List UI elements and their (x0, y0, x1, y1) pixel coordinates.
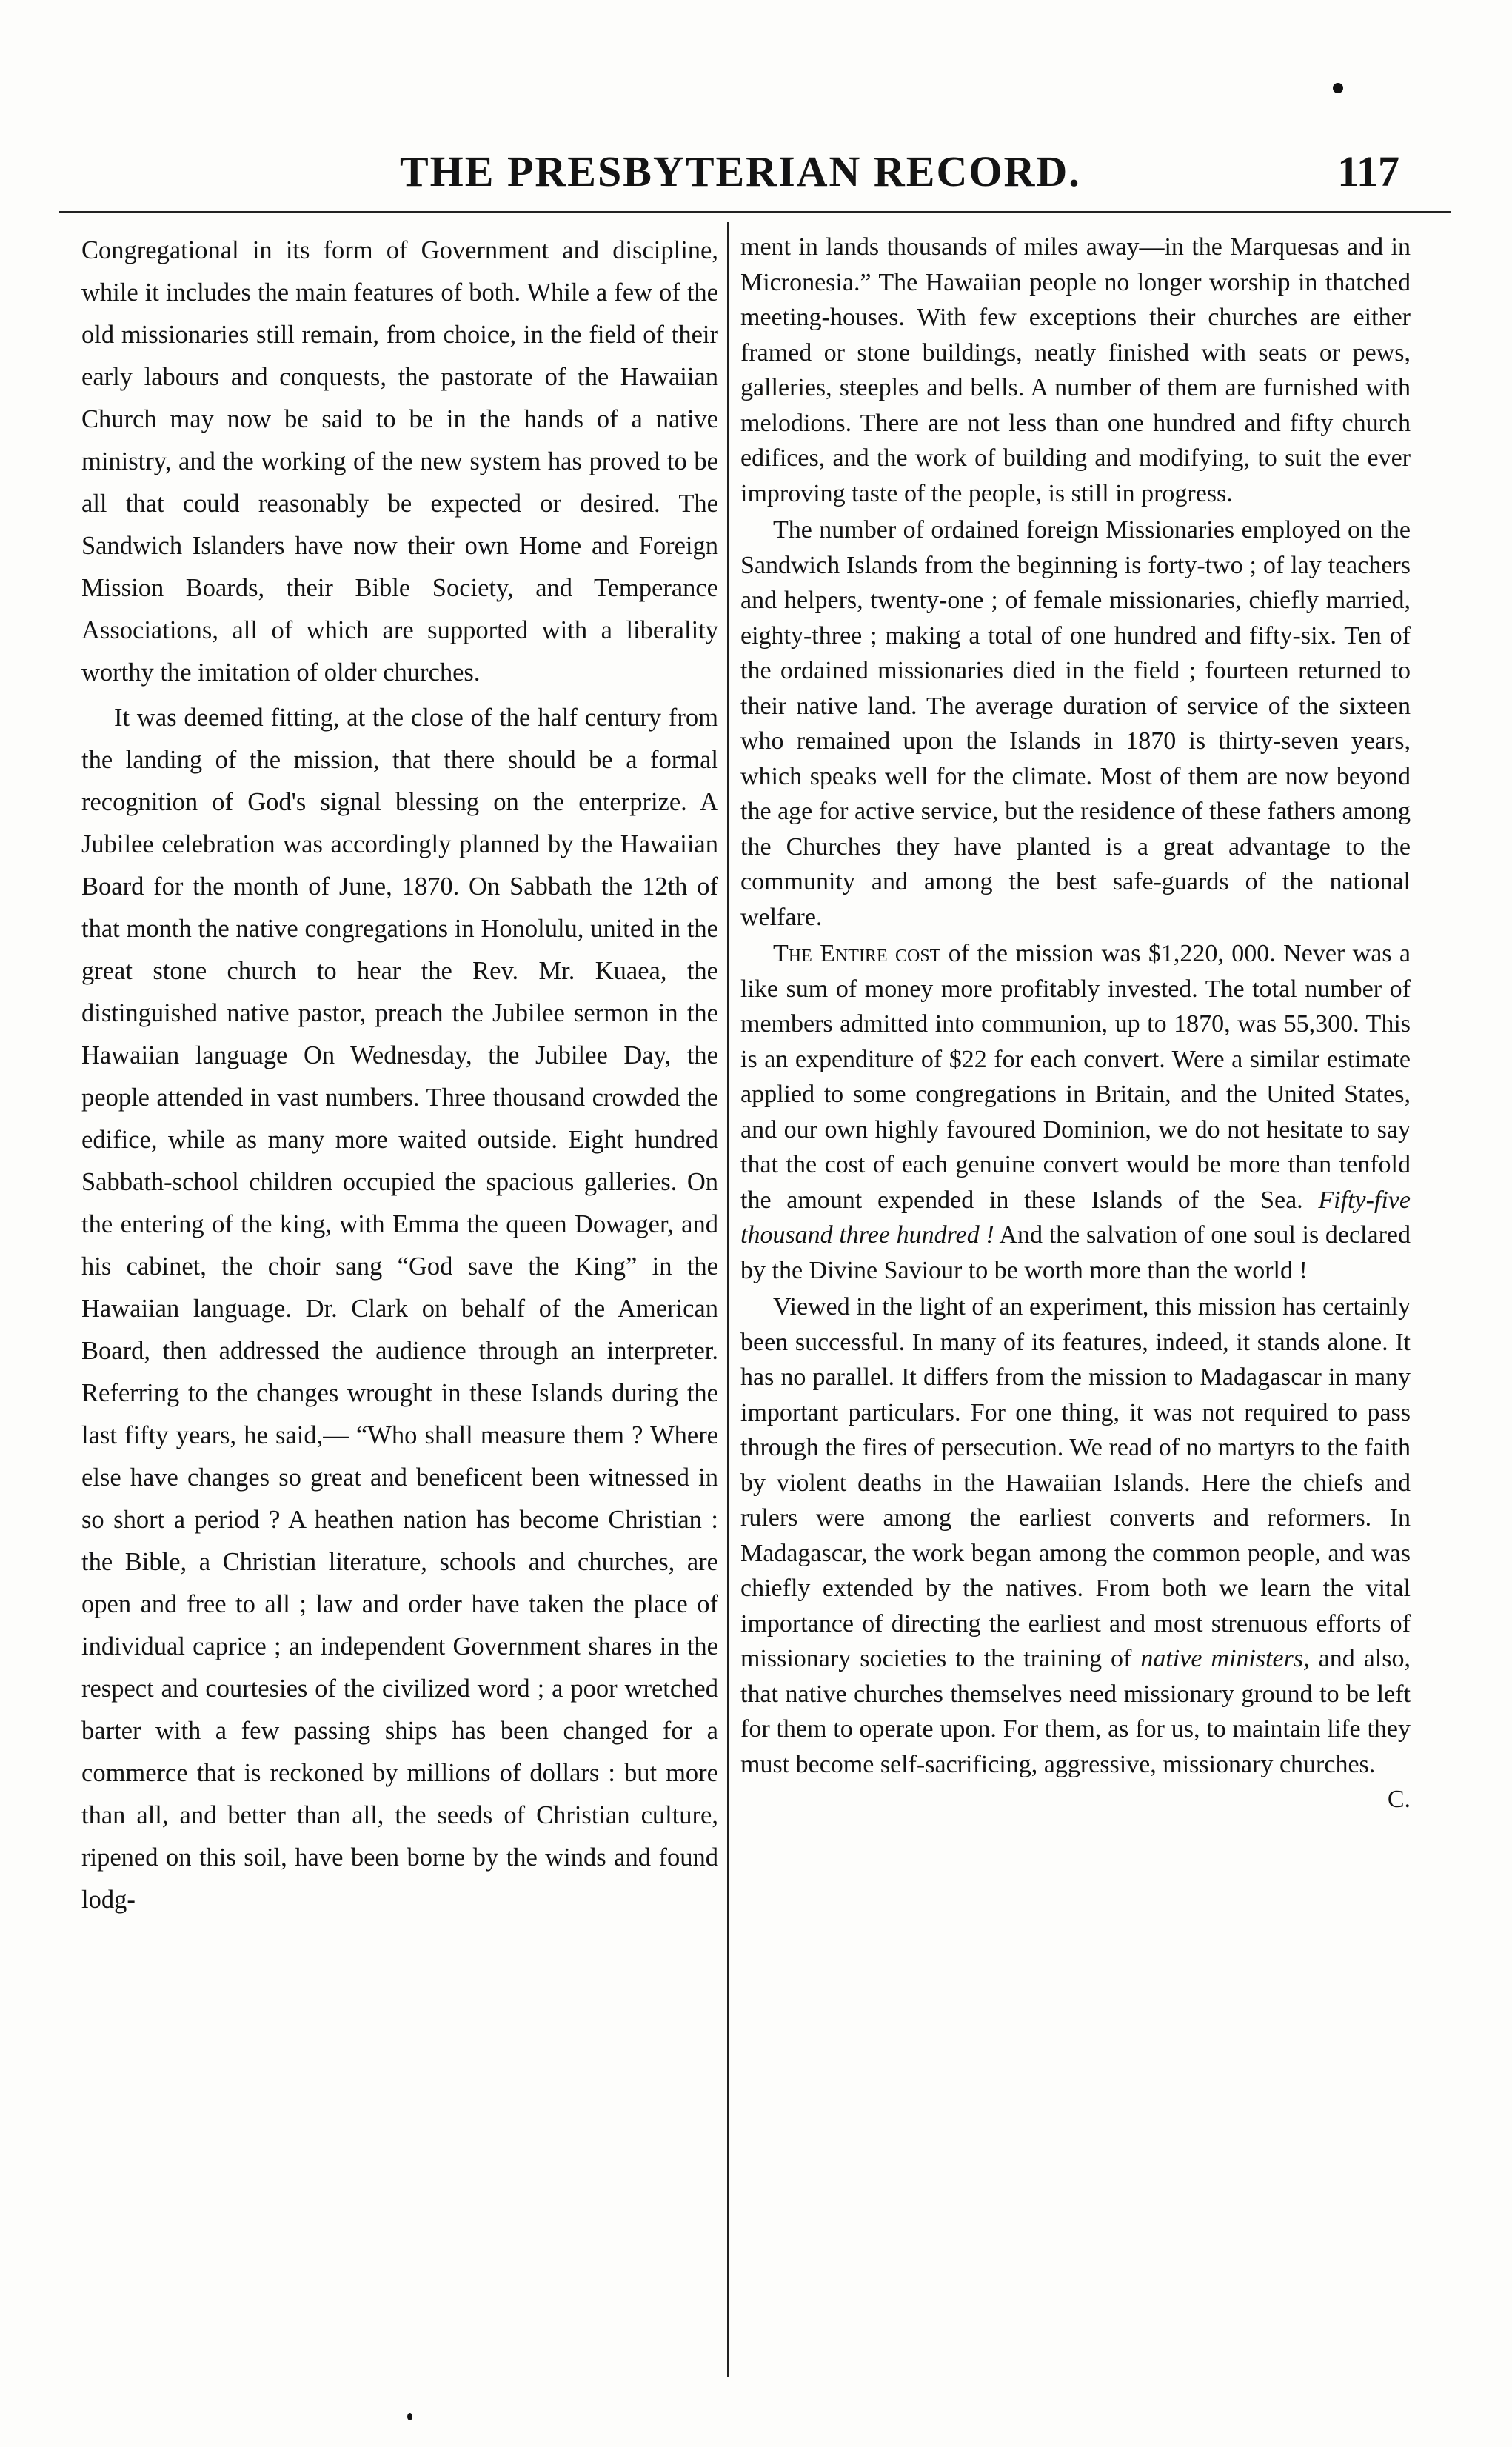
signature: C. (1387, 1786, 1411, 1813)
left-column (81, 230, 718, 1921)
ink-speck (1333, 83, 1343, 93)
page-header (185, 147, 1399, 206)
right-column (740, 230, 1411, 1817)
paragraph-lead: The Entire cost (773, 940, 941, 967)
paragraph (740, 936, 1411, 1288)
paragraph: It was deemed fitting, at the close of the half century from the landing of the mission, that there should be a formal recognition of God's signal blessing on the enterprize. A Jubilee celebration was accordingly planned by the Hawaiian Board for the month of June, 1870. On Sabbath the 12th of that month the native congregations in Honolulu, united in the great stone church to hear the Rev. Mr. Kuaea, the distinguished native pastor, preach the Jubilee sermon in the Hawaiian language On Wednesday, the Jubilee Day, the people attended in vast numbers. Three thousand crowded the edifice, while as many more waited outside. Eight hundred Sabbath-school children occupied the spacious galleries. On the entering of the king, with Emma the queen Dowager, and his cabinet, the choir sang “God save the King” in the Hawaiian language. Dr. Clark on behalf of the American Board, then addressed the audience through an interpreter. Referring to the changes wrought in these Islands during the last fifty years, he said,— “Who shall measure them ? Where else have changes so great and beneficent been witnessed in so short a period ? A heathen nation has become Christian : the Bible, a Christian literature, schools and churches, are open and free to all ; law and order have taken the place of individual caprice ; an independent Government shares in the respect and courtesies of the civilized word ; a poor wretched barter with a few passing ships has been changed for a commerce that is reckoned by millions of dollars : but more than all, and better than all, the seeds of Christian culture, ripened on this soil, have been borne by the winds and found lodg- (81, 704, 718, 1914)
italic-run: native ministers, (1140, 1645, 1310, 1672)
paragraph: ment in lands thousands of miles away—in the Marquesas and in Micronesia.” The Hawaiian people no longer worship in thatched meeting-houses. With few exceptions their churches are either framed or stone buildings, neatly finished with seats or pews, galleries, steeples and bells. A number of them are furnished with melodions. There are not less than one hundred and fifty church edifices, and the work of building and modifying, to suit the ever improving taste of the people, is still in progress. (740, 233, 1411, 507)
text-run: and also, that native churches themselves need missionary ground to be left for them to operate upon. For them, as for us, to maintain life they must become self-sacrificing, aggressive, missionary churches. (740, 1645, 1411, 1778)
running-title: THE PRESBYTERIAN RECORD. (400, 147, 1081, 196)
text-run: of the mission was $1,220, 000. Never was a like sum of money more profitably invested. The total number of members admitted into communion, up to 1870, was 55,300. This is an expenditure of $22 for each convert. Were a similar estimate applied to some congregations in Britain, and the United States, and our own highly favoured Dominion, we do not hesitate to say that the cost of each genuine convert would be more than tenfold the amount expended in these Islands of the Sea. (740, 940, 1411, 1214)
paragraph: The number of ordained foreign Missionaries employed on the Sandwich Islands from the beginning is forty-two ; of lay teachers and helpers, twenty-one ; of female missionaries, chiefly married, eighty-three ; making a total of one hundred and fifty-six. Ten of the ordained missionaries died in the field ; fourteen returned to their native land. The average duration of service of the sixteen who remained upon the Islands in 1870 is thirty-seven years, which speaks well for the climate. Most of them are now beyond the age for active service, but the residence of these fathers among the Churches they have planted is a great advantage to the community and among the best safe-guards of the national welfare. (740, 516, 1411, 931)
ink-speck (407, 2413, 412, 2420)
paragraph: Congregational in its form of Government and discipline, while it includes the main features of both. While a few of the old missionaries still remain, from choice, in the field of their early labours and conquests, the pastorate of the Hawaiian Church may now be said to be in the hands of a native ministry, and the working of the new system has proved to be all that could reasonably be expected or desired. The Sandwich Islanders have now their own Home and Foreign Mission Boards, their Bible Society, and Temperance Associations, all of which are supported with a liberality worthy the imitation of older churches. (81, 236, 718, 687)
column-divider (727, 222, 729, 2377)
text-run: And the salvation of one soul is declared by the Divine Saviour to be worth more than the world ! (740, 1221, 1411, 1284)
page-number: 117 (1337, 147, 1399, 196)
italic-run: Fifty-five thousand three hundred ! (740, 1186, 1411, 1249)
header-rule (59, 211, 1451, 213)
paragraph (740, 1289, 1411, 1813)
text-run: Viewed in the light of an experiment, this mission has certainly been successful. In many of its features, indeed, it stands alone. It has no parallel. It differs from the mission to Madagascar in many important particulars. For one thing, it was not required to pass through the fires of persecution. We read of no martyrs to the faith by violent deaths in the Hawaiian Islands. Here the chiefs and rulers were among the earliest converts and reformers. In Madagascar, the work began among the common people, and was chiefly extended by the natives. From both we learn the vital importance of directing the earliest and most strenuous efforts of missionary societies to the training of (740, 1293, 1411, 1672)
